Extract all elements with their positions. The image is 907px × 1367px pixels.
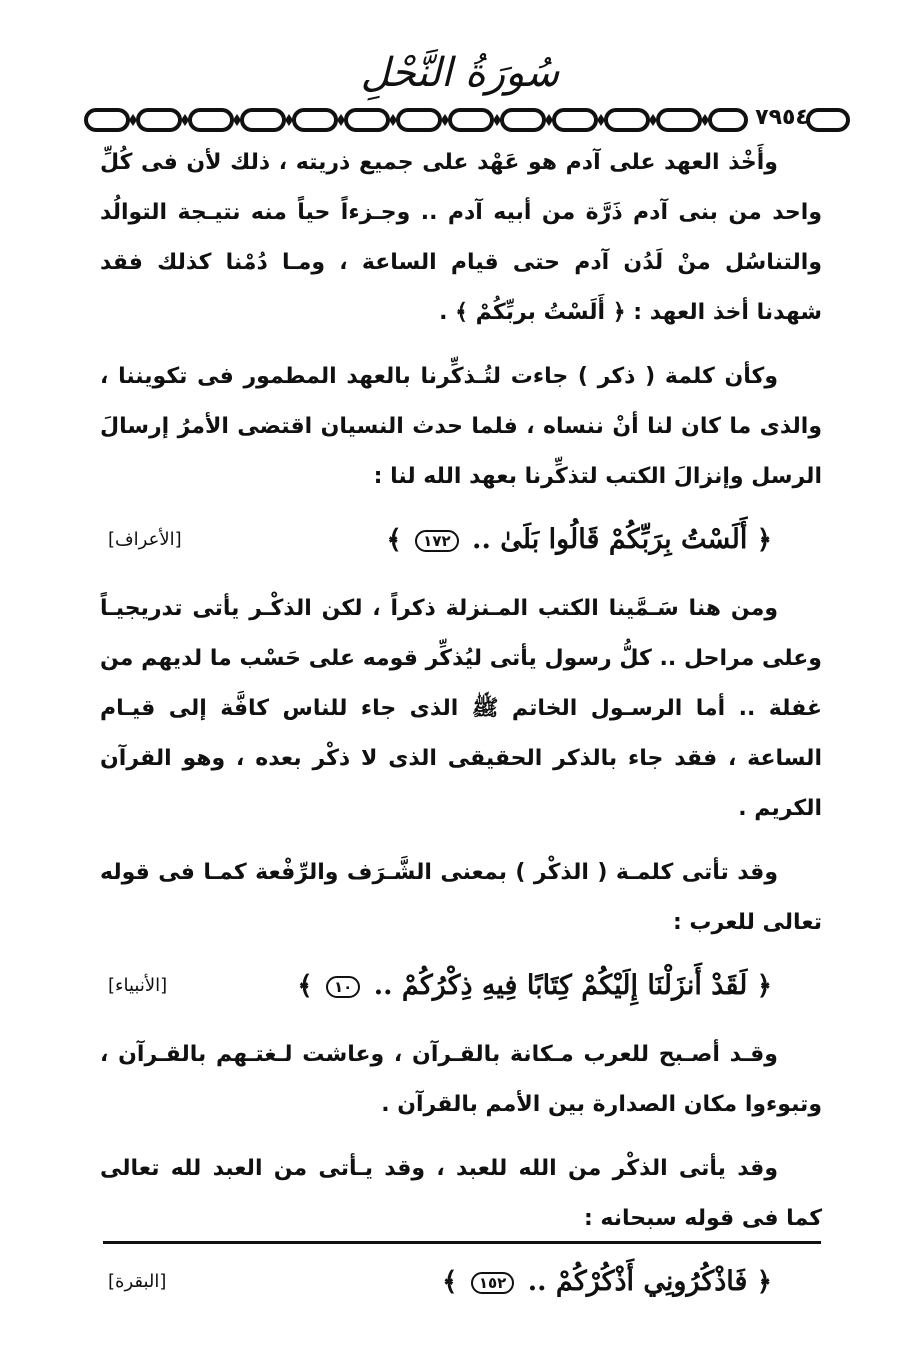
ayah-number: ١٠: [326, 976, 360, 998]
ornate-bracket-open: ﴿: [756, 1267, 772, 1297]
page-body: [100, 138, 822, 1312]
surah-title: سُورَةُ النَّحْلِ: [360, 50, 560, 96]
surah-reference: [الأنبياء]: [108, 975, 168, 996]
verse-words: لَقَدْ أَنزَلْنَا إِلَيْكُمْ كِتَابًا فِيهِ ذِكْرُكُمْ ..: [373, 970, 748, 1001]
paragraph: وقد تأتى كلمـة ( الذكْر ) بمعنى الشَّـرَف والرِّفْعة كمـا فى قوله تعالى للعرب :: [100, 860, 822, 935]
surah-reference: [البقرة]: [108, 1271, 167, 1292]
paragraph: وكأن كلمة ( ذكر ) جاءت لتُـذكِّرنا بالعهد المطمور فى تكويننا ، والذى ما كان لنا أنْ ننساه ، فلما حدث النسيان اقتضى الأمرُ إرسالَ الرسل وإنزالَ الكتب لتذكِّرنا بعهد الله لنا :: [100, 364, 822, 489]
ayah-number: ١٥٢: [471, 1272, 514, 1294]
page-number: ٧٩٥٤: [755, 105, 809, 130]
paragraph: وأَخْذ العهد على آدم هو عَهْد على جميع ذريته ، ذلك لأن فى كُلِّ واحد من بنى آدم ذَرَّة من أبيه آدم .. وجـزءاً حياً منه نتيـجة التوالُد والتناسُل منْ لَدُن آدم حتى قيام الساعة ، ومـا دُمْنا كذلك فقد شهدنا أخذ العهد : ﴿ أَلَسْتُ بربِّكُمْ ﴾ .: [100, 150, 822, 325]
paragraph: وقـد أصـبح للعرب مـكانة بالقـرآن ، وعاشت لـغتـهم بالقـرآن ، وتبوءوا مكان الصدارة بين الأمم بالقرآن .: [100, 1042, 822, 1117]
verse-words: أَلَسْتُ بِرَبِّكُمْ قَالُوا بَلَىٰ ..: [472, 524, 748, 555]
ayah-number: ١٧٢: [415, 530, 458, 552]
ornate-bracket-close: ﴾: [297, 971, 313, 1001]
verse-text: [442, 1252, 772, 1312]
footer-rule: [103, 1241, 821, 1244]
ornate-bracket-close: ﴾: [442, 1267, 458, 1297]
ornate-bracket-open: ﴿: [756, 971, 772, 1001]
verse-words: فَاذْكُرُونِي أَذْكُرْكُمْ ..: [527, 1266, 748, 1297]
ornate-bracket-open: ﴿: [756, 525, 772, 555]
quran-verse: [100, 510, 822, 570]
quran-verse: [100, 1252, 822, 1312]
verse-text: [387, 510, 772, 570]
quran-verse: [100, 956, 822, 1016]
verse-text: [297, 956, 772, 1016]
paragraph: وقد يأتى الذكْر من الله للعبد ، وقد يـأتى من العبد لله تعالى كما فى قوله سبحانه :: [100, 1156, 822, 1231]
ornate-bracket-close: ﴾: [386, 525, 402, 555]
surah-reference: [الأعراف]: [108, 529, 182, 550]
paragraph: ومن هنا سَـمَّينا الكتب المـنزلة ذكراً ، لكن الذكْـر يأتى تدريجيـاً وعلى مراحل .. كلُّ رسول يأتى ليُذكِّر قومه على حَسْب ما لديهم من غفلة .. أما الرسـول الخاتم ﷺ الذى جاء للناس كافَّة إلى قيـام الساعة ، فقد جاء بالذكر الحقيقى الذى لا ذكْر بعده ، وهو القرآن الكريم .: [100, 596, 822, 821]
ornamental-chain-rule: [82, 100, 852, 140]
